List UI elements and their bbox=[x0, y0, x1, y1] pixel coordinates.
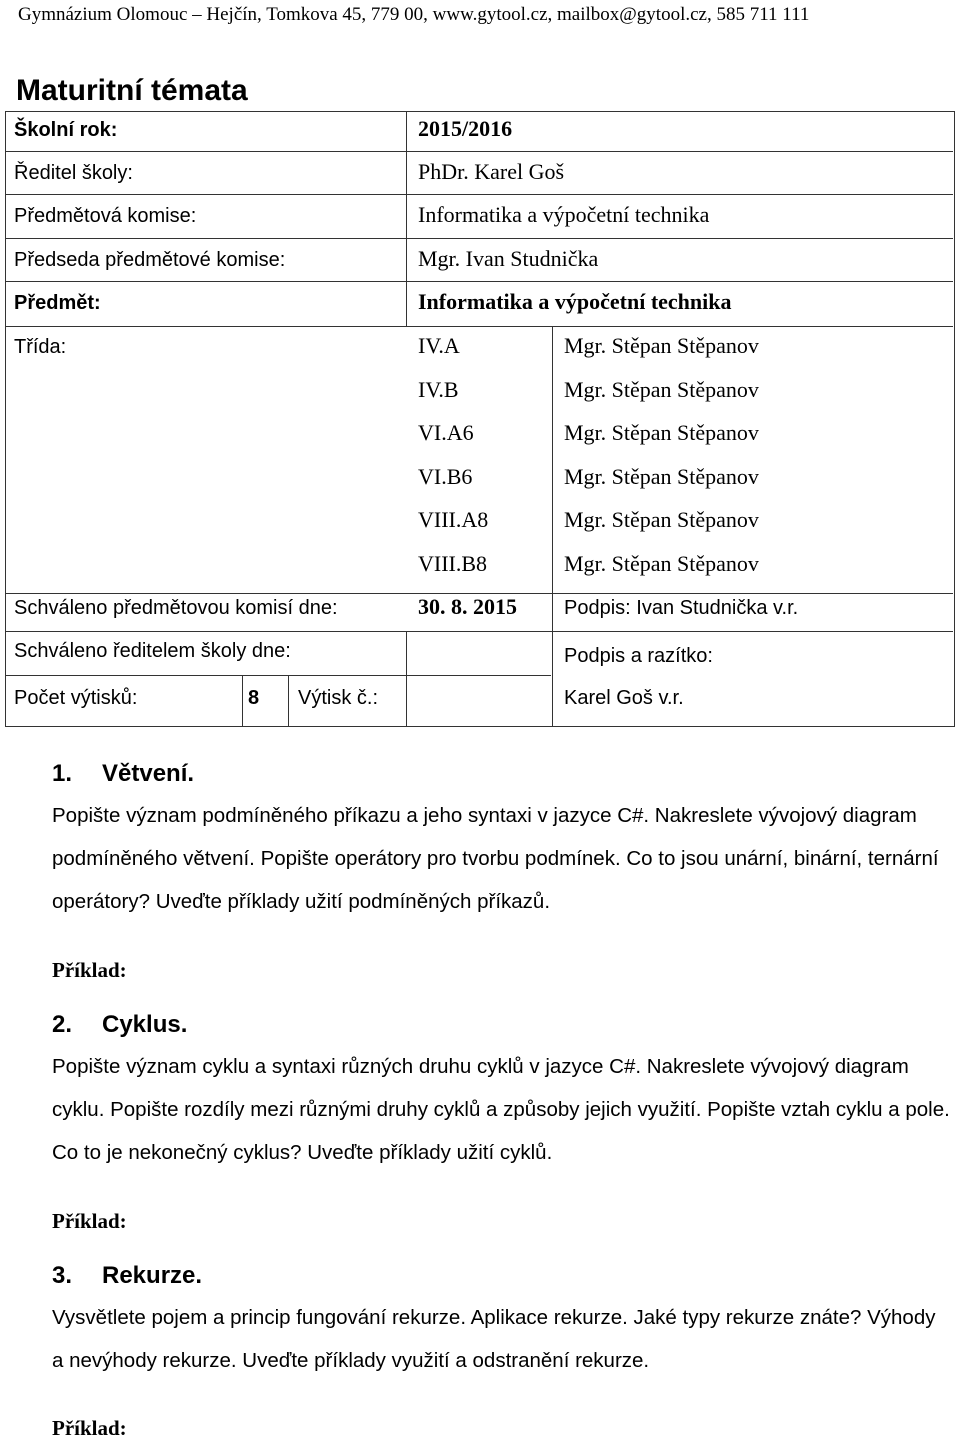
topic-number: 1. bbox=[52, 760, 73, 787]
class-teacher: Mgr. Stěpan Stěpanov bbox=[564, 420, 759, 445]
row-divider bbox=[6, 675, 551, 676]
class-name: VIII.B8 bbox=[418, 551, 488, 576]
approved-committee-signature: Podpis: Ivan Studnička v.r. bbox=[564, 597, 799, 619]
class-name: IV.B bbox=[418, 377, 459, 402]
row-divider bbox=[6, 151, 953, 152]
director-value: PhDr. Karel Goš bbox=[418, 159, 565, 184]
topic-section bbox=[52, 1011, 952, 1174]
class-label: Třída: bbox=[14, 336, 67, 358]
row-divider bbox=[6, 238, 953, 239]
topic-section bbox=[52, 760, 952, 923]
row-divider bbox=[6, 326, 953, 327]
topic-title: Rekurze. bbox=[102, 1262, 203, 1289]
director-signature: Karel Goš v.r. bbox=[564, 687, 684, 709]
director-label: Ředitel školy: bbox=[14, 162, 133, 184]
row-divider bbox=[6, 194, 953, 195]
class-teacher: Mgr. Stěpan Stěpanov bbox=[564, 464, 759, 489]
column-divider bbox=[552, 326, 553, 727]
approved-committee-date: 30. 8. 2015 bbox=[418, 594, 517, 619]
row-divider bbox=[6, 631, 953, 632]
signature-stamp-label: Podpis a razítko: bbox=[564, 645, 713, 667]
topic-heading bbox=[52, 1262, 952, 1290]
chair-value: Mgr. Ivan Studnička bbox=[418, 246, 599, 271]
subject-value: Informatika a výpočetní technika bbox=[418, 289, 732, 314]
row-divider bbox=[6, 281, 953, 282]
column-divider bbox=[242, 675, 243, 727]
copies-value: 8 bbox=[248, 687, 260, 709]
example-label: Příklad: bbox=[52, 958, 127, 982]
example-label: Příklad: bbox=[52, 1209, 127, 1233]
class-name: VIII.A8 bbox=[418, 507, 489, 532]
document-title: Maturitní témata bbox=[16, 74, 248, 107]
class-teacher: Mgr. Stěpan Stěpanov bbox=[564, 551, 759, 576]
class-teacher: Mgr. Stěpan Stěpanov bbox=[564, 333, 759, 358]
class-teacher: Mgr. Stěpan Stěpanov bbox=[564, 377, 759, 402]
copy-number-label: Výtisk č.: bbox=[298, 687, 379, 709]
topic-text: Vysvětlete pojem a princip fungování rekurze. Aplikace rekurze. Jaké typy rekurze znáte? Výhody a nevýhody rekurze. Uveďte příklady využití a odstranění rekurze. bbox=[52, 1306, 936, 1372]
school-year-value: 2015/2016 bbox=[418, 116, 513, 141]
class-teacher: Mgr. Stěpan Stěpanov bbox=[564, 507, 759, 532]
topic-text: Popište význam podmíněného příkazu a jeho syntaxi v jazyce C#. Nakreslete vývojový diagram podmíněného větvení. Popište operátory pro tvorbu podmínek. Co to jsou unární, binární, ternární operátory? Uveďte příklady užití podmíněných příkazů. bbox=[52, 804, 939, 913]
approved-director-label: Schváleno ředitelem školy dne: bbox=[14, 640, 291, 662]
committee-value: Informatika a výpočetní technika bbox=[418, 202, 710, 227]
column-divider bbox=[406, 112, 407, 326]
subject-label: Předmět: bbox=[14, 292, 101, 314]
copies-label: Počet výtisků: bbox=[14, 687, 138, 709]
approved-committee-label: Schváleno předmětovou komisí dne: bbox=[14, 597, 338, 619]
topic-title: Větvení. bbox=[102, 760, 195, 787]
topic-heading bbox=[52, 1011, 952, 1039]
class-name: VI.B6 bbox=[418, 464, 473, 489]
topic-number: 3. bbox=[52, 1262, 73, 1289]
school-header: Gymnázium Olomouc – Hejčín, Tomkova 45, 779 00, www.gytool.cz, mailbox@gytool.cz, 585 711 111 bbox=[18, 4, 810, 25]
column-divider bbox=[406, 631, 407, 727]
topic-section bbox=[52, 1262, 952, 1382]
column-divider bbox=[288, 675, 289, 727]
topic-text: Popište význam cyklu a syntaxi různých druhu cyklů v jazyce C#. Nakreslete vývojový diagram cyklu. Popište rozdíly mezi různými druhy cyklů a způsoby jejich využití. Popište vztah cyklu a pole. Co to je nekonečný cyklus? Uveďte příklady užití cyklů. bbox=[52, 1055, 950, 1164]
chair-label: Předseda předmětové komise: bbox=[14, 249, 286, 271]
example-label: Příklad: bbox=[52, 1416, 127, 1440]
topic-heading bbox=[52, 760, 952, 788]
class-name: VI.A6 bbox=[418, 420, 474, 445]
committee-label: Předmětová komise: bbox=[14, 205, 197, 227]
topic-number: 2. bbox=[52, 1011, 73, 1038]
topic-title: Cyklus. bbox=[102, 1011, 188, 1038]
class-name: IV.A bbox=[418, 333, 460, 358]
school-year-label: Školní rok: bbox=[14, 119, 118, 141]
